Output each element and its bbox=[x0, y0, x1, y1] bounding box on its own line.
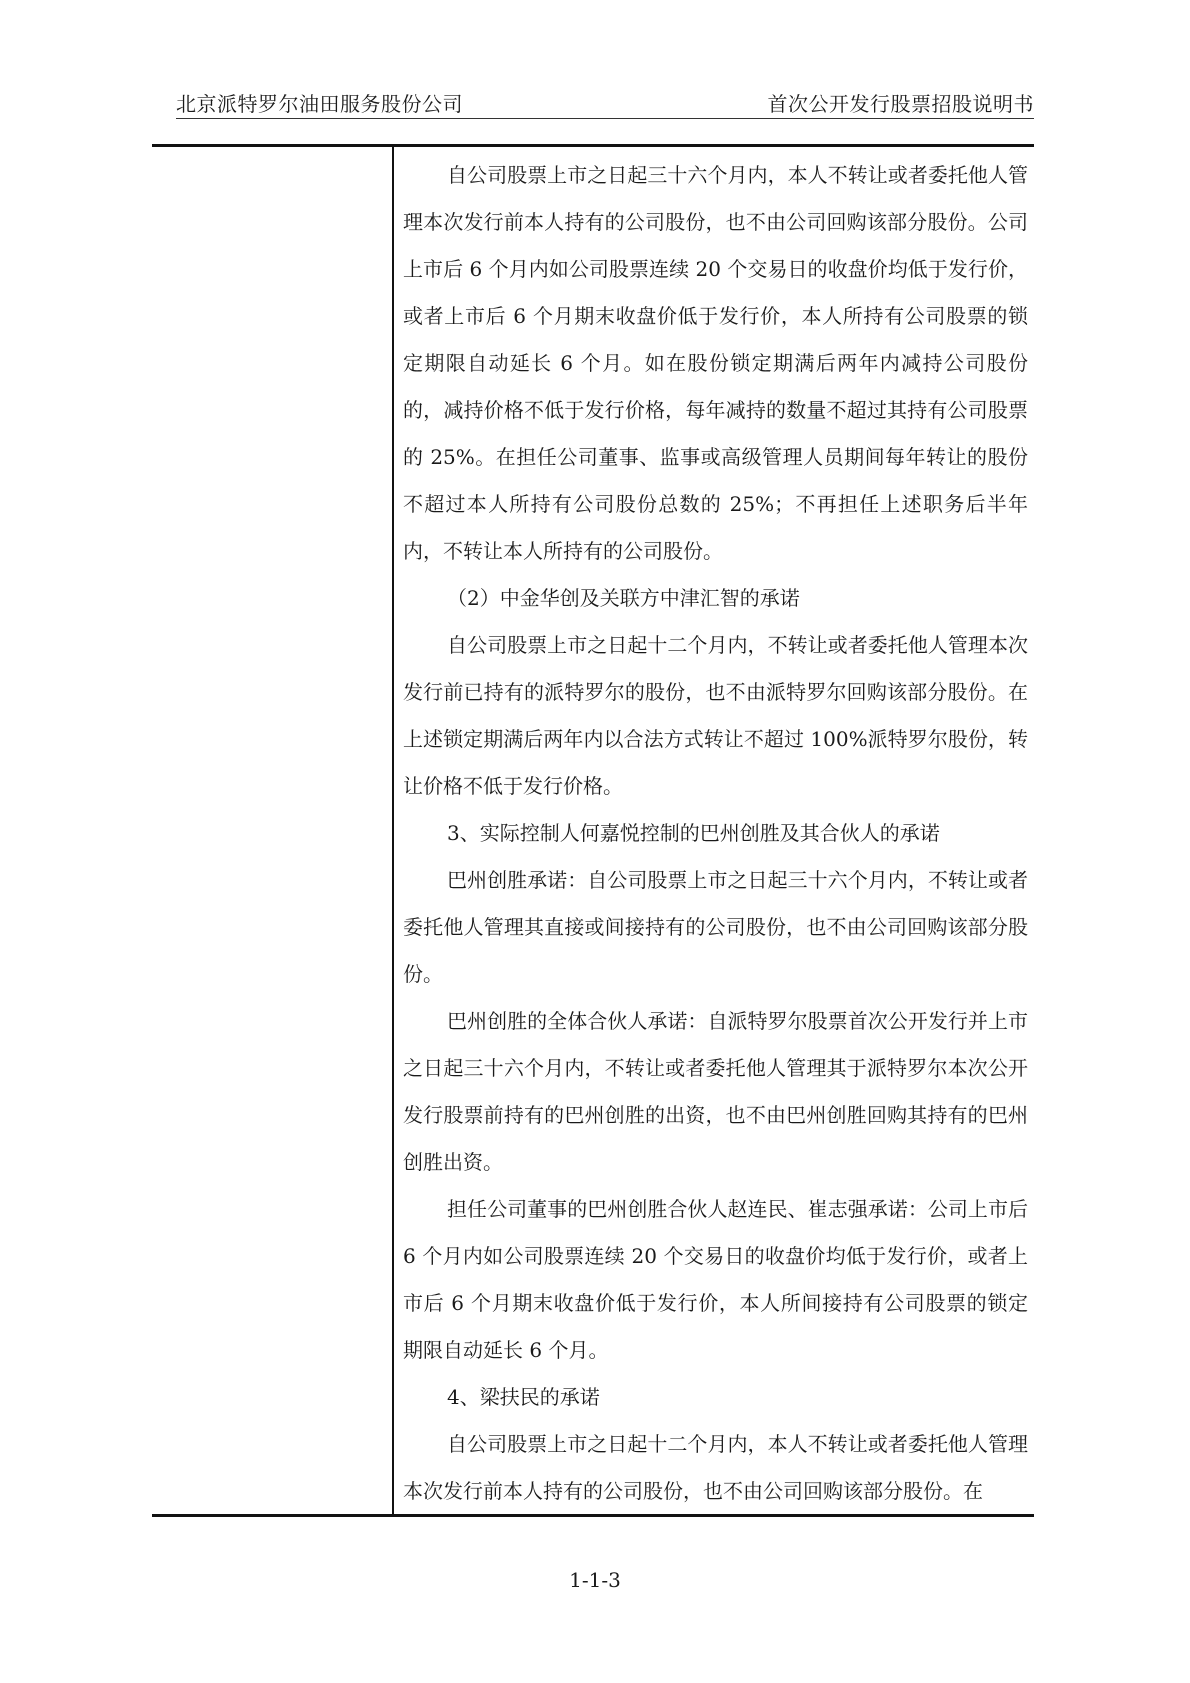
page-header bbox=[176, 78, 1034, 116]
subheading: （2）中金华创及关联方中津汇智的承诺 bbox=[447, 586, 800, 610]
paragraph: 自公司股票上市之日起十二个月内，本人不转让或者委托他人管理本次发行前本人持有的公司股份，也不由公司回购该部分股份。在 bbox=[403, 1432, 1028, 1503]
table-bottom-border bbox=[152, 1514, 1034, 1517]
table-content-cell bbox=[403, 152, 1028, 1510]
paragraph: 巴州创胜的全体合伙人承诺：自派特罗尔股票首次公开发行并上市之日起三十六个月内，不转让或者委托他人管理其于派特罗尔本次公开发行股票前持有的巴州创胜的出资，也不由巴州创胜回购其持有的巴州创胜出资。 bbox=[403, 1009, 1028, 1174]
page-number: 1-1-3 bbox=[569, 1568, 621, 1592]
table-column-divider bbox=[392, 146, 394, 1515]
header-company-name: 北京派特罗尔油田服务股份公司 bbox=[176, 92, 463, 116]
paragraph: 自公司股票上市之日起十二个月内，不转让或者委托他人管理本次发行前已持有的派特罗尔的股份，也不由派特罗尔回购该部分股份。在上述锁定期满后两年内以合法方式转让不超过 100%派特罗尔股份，转让价格不低于发行价格。 bbox=[403, 633, 1028, 798]
paragraph: 巴州创胜承诺：自公司股票上市之日起三十六个月内，不转让或者委托他人管理其直接或间接持有的公司股份，也不由公司回购该部分股份。 bbox=[403, 868, 1028, 986]
paragraph: 担任公司董事的巴州创胜合伙人赵连民、崔志强承诺：公司上市后 6 个月内如公司股票连续 20 个交易日的收盘价均低于发行价，或者上市后 6 个月期末收盘价低于发行价，本人所间接持有公司股票的锁定期限自动延长 6 个月。 bbox=[403, 1197, 1028, 1362]
table-top-border bbox=[152, 144, 1034, 147]
paragraph: 自公司股票上市之日起三十六个月内，本人不转让或者委托他人管理本次发行前本人持有的公司股份，也不由公司回购该部分股份。公司上市后 6 个月内如公司股票连续 20 个交易日的收盘价均低于发行价，或者上市后 6 个月期末收盘价低于发行价，本人所持有公司股票的锁定期限自动延长 6 个月。如在股份锁定期满后两年内减持公司股份的，减持价格不低于发行价格，每年减持的数量不超过其持有公司股票的 25%。在担任公司董事、监事或高级管理人员期间每年转让的股份不超过本人所持有公司股份总数的 25%；不再担任上述职务后半年内，不转让本人所持有的公司股份。 bbox=[403, 163, 1028, 563]
subheading: 3、实际控制人何嘉悦控制的巴州创胜及其合伙人的承诺 bbox=[447, 821, 940, 845]
subheading: 4、梁扶民的承诺 bbox=[447, 1385, 600, 1409]
header-divider bbox=[176, 118, 1034, 119]
header-document-title: 首次公开发行股票招股说明书 bbox=[767, 92, 1034, 116]
